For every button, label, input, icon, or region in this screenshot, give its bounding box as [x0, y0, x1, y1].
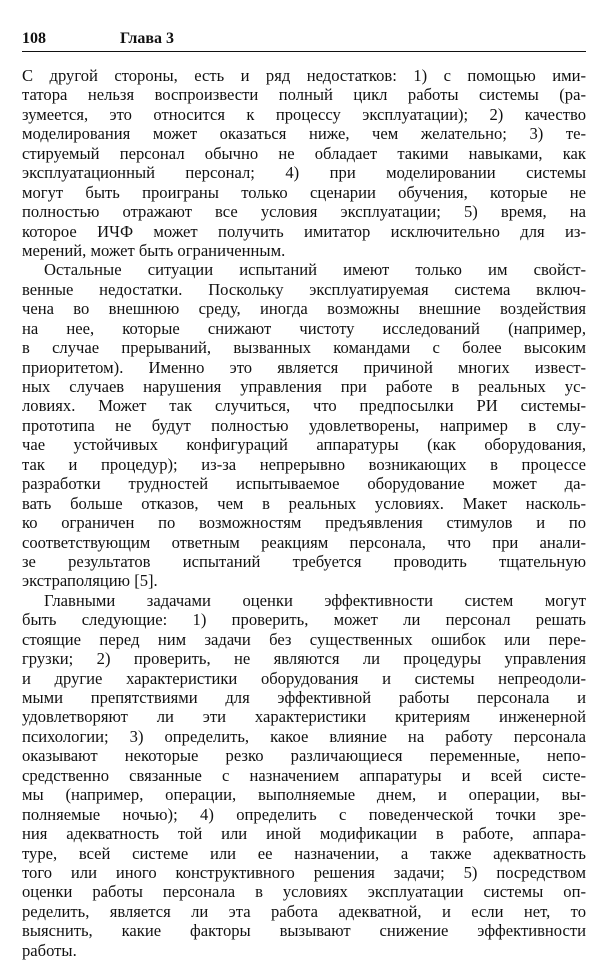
text-line: туре, всей системе или ее назначении, а также адекватность [22, 843, 586, 863]
text-line: венные недостатки. Поскольку эксплуатируемая система включ- [22, 279, 586, 299]
text-line: быть следующие: 1) проверить, может ли персонал решать [22, 610, 586, 630]
text-line: Остальные ситуации испытаний имеют только им свойст- [44, 260, 586, 280]
text-line: оказывают некоторые резко различающиеся переменные, непо- [22, 746, 586, 766]
text-line: удовлетворяют ли эти характеристики критериям инженерной [22, 707, 586, 727]
text-line: моделирования может оказаться ниже, чем желательно; 3) те- [22, 124, 586, 144]
text-line: оценки работы персонала в условиях эксплуатации системы оп- [22, 882, 586, 902]
text-line: работы. [22, 940, 77, 960]
page-number: 108 [22, 30, 46, 47]
text-line: в случае прерываний, вызванных командами с более высоким [22, 338, 586, 358]
body-text [22, 66, 586, 960]
text-line: вать больше отказов, чем в реальных условиях. Макет насколь- [22, 493, 586, 513]
text-line: экстраполяцию [5]. [22, 571, 158, 591]
text-line: ределить, является ли эта работа адекватной, и если нет, то [22, 901, 586, 921]
text-line: татора нельзя воспроизвести полный цикл работы системы (ра- [22, 85, 586, 105]
text-line: средственно связанные с назначением аппаратуры и всей систе- [22, 765, 586, 785]
text-line: мерений, может быть ограниченным. [22, 240, 286, 260]
text-line: которое ИЧФ может получить имитатор исключительно для из- [22, 221, 586, 241]
text-line: ловиях. Может так случиться, что предпосылки РИ системы- [22, 396, 586, 416]
text-line: чена во внешнюю среду, иногда возможны внешние воздействия [22, 299, 586, 319]
text-line: зе результатов испытаний требуется проводить тщательную [22, 551, 586, 571]
text-line: полняемые ночью); 4) определить с поведенческой точки зре- [22, 804, 586, 824]
text-line: соответствующим ответным реакциям персонала, что при анали- [22, 532, 586, 552]
header-rule [22, 51, 586, 52]
text-line: так и процедур); из-за непрерывно возникающих в процессе [22, 454, 586, 474]
text-line: мы (например, операции, выполняемые днем, и операции, вы- [22, 785, 586, 805]
text-line: грузки; 2) проверить, не являются ли процедуры управления [22, 649, 586, 669]
text-line: полностью отражают все условия эксплуатации; 5) время, на [22, 202, 586, 222]
text-line: и другие характеристики оборудования и системы непреодоли- [22, 668, 586, 688]
text-line: мыми препятствиями для эффективной работы персонала и [22, 688, 586, 707]
chapter-title: Глава 3 [120, 30, 174, 47]
text-line: прототипа не будут полностью удовлетворены, например в слу- [22, 415, 586, 435]
text-line: стоящие перед ним задачи без существенных ошибок или пере- [22, 629, 586, 649]
text-line: разработки трудностей испытываемое оборудование может да- [22, 474, 586, 494]
text-line: чае устойчивых конфигураций аппаратуры (как оборудования, [22, 435, 586, 455]
text-line: того или иного конструктивного решения задачи; 5) посредством [22, 862, 586, 882]
text-line: С другой стороны, есть и ряд недостатков: 1) с помощью ими- [22, 66, 586, 85]
text-line: Главными задачами оценки эффективности систем могут [44, 590, 586, 610]
text-line: стируемый персонал обычно не обладает такими навыками, как [22, 143, 586, 163]
text-line: приоритетом). Именно это является причиной многих извест- [22, 357, 586, 377]
text-line: психологии; 3) определить, какое влияние на работу персонала [22, 726, 586, 746]
text-line: ко ограничен по возможностям предъявления стимулов и по [22, 513, 586, 533]
text-line: выяснить, какие факторы вызывают снижение эффективности [22, 921, 586, 941]
text-line: зумеется, это относится к процессу эксплуатации); 2) качество [22, 104, 586, 124]
page-header [22, 30, 582, 52]
text-line: эксплуатационный персонал; 4) при моделировании системы [22, 163, 586, 183]
text-line: ния адекватность той или иной модификации в работе, аппара- [22, 824, 586, 844]
text-line: на нее, которые снижают чистоту исследований (например, [22, 318, 586, 338]
text-line: ных случаев нарушения управления при работе в реальных ус- [22, 377, 586, 396]
text-line: могут быть проиграны только сценарии обучения, которые не [22, 182, 586, 202]
